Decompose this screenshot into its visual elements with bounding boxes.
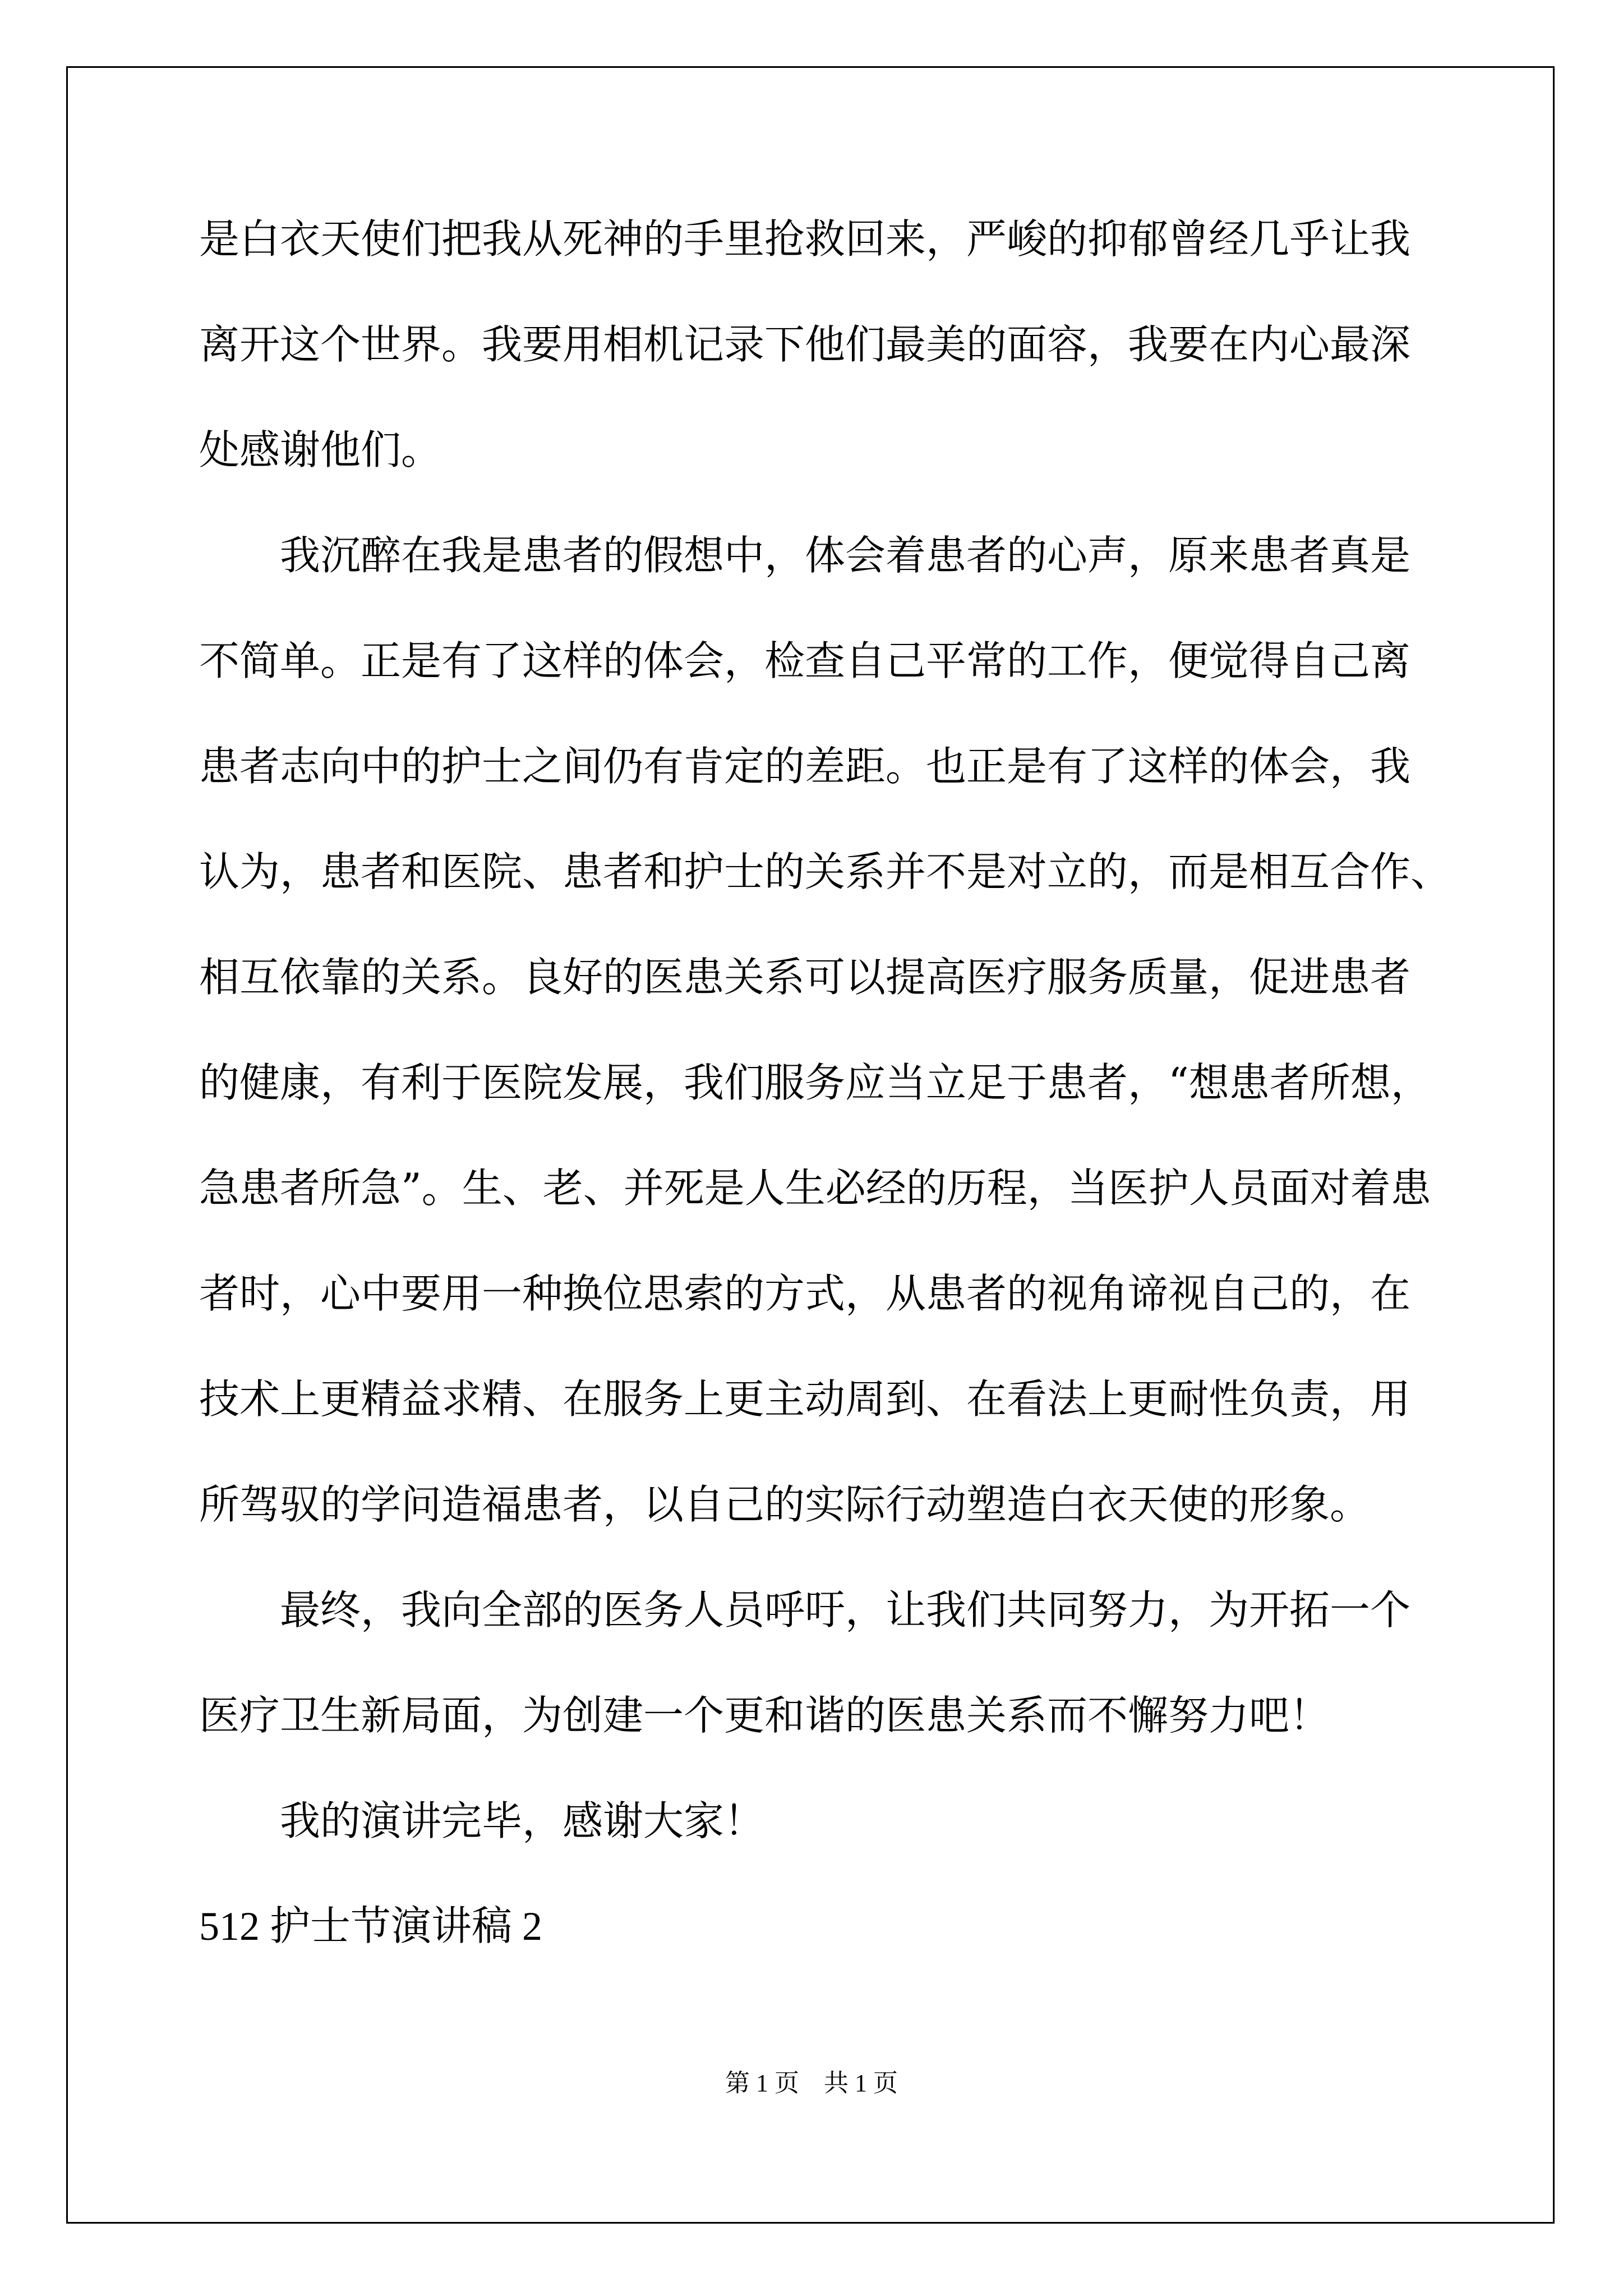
paragraph-line: 我沉醉在我是患者的假想中，体会着患者的心声，原来患者真是 <box>280 532 1411 579</box>
paragraph-line: 相互依靠的关系。良好的医患关系可以提高医疗服务质量，促进患者 <box>199 954 1411 1001</box>
paragraph-line: 处感谢他们。 <box>199 426 442 473</box>
paragraph-line: 离开这个世界。我要用相机记录下他们最美的面容，我要在内心最深 <box>199 321 1411 368</box>
paragraph-line: 急患者所急”。生、老、并死是人生必经的历程，当医护人员面对着患 <box>199 1165 1431 1212</box>
paragraph-line: 技术上更精益求精、在服务上更主动周到、在看法上更耐性负责，用 <box>199 1375 1411 1423</box>
paragraph-line: 我的演讲完毕，感谢大家！ <box>280 1797 765 1844</box>
section-heading: 512 护士节演讲稿 2 <box>199 1904 543 1949</box>
page-number-footer: 第 1 页 共 1 页 <box>725 2069 898 2097</box>
paragraph-line: 所驾驭的学问造福患者，以自己的实际行动塑造白衣天使的形象。 <box>199 1481 1371 1528</box>
paragraph-line: 最终，我向全部的医务人员呼吁，让我们共同努力，为开拓一个 <box>280 1586 1411 1634</box>
paragraph-line: 医疗卫生新局面，为创建一个更和谐的医患关系而不懈努力吧！ <box>199 1692 1330 1739</box>
paragraph-line: 不简单。正是有了这样的体会，检查自己平常的工作，便觉得自己离 <box>199 637 1411 684</box>
paragraph-line: 认为，患者和医院、患者和护士的关系并不是对立的，而是相互合作、 <box>199 848 1451 895</box>
document-body <box>199 215 1451 1949</box>
paragraph-line: 是白衣天使们把我从死神的手里抢救回来，严峻的抑郁曾经几乎让我 <box>199 215 1411 263</box>
paragraph-line: 者时，心中要用一种换位思索的方式，从患者的视角谛视自己的，在 <box>199 1270 1411 1317</box>
paragraph-line: 患者志向中的护士之间仍有肯定的差距。也正是有了这样的体会，我 <box>199 743 1411 790</box>
paragraph-line: 的健康，有利于医院发展，我们服务应当立足于患者，“想患者所想， <box>199 1059 1431 1106</box>
